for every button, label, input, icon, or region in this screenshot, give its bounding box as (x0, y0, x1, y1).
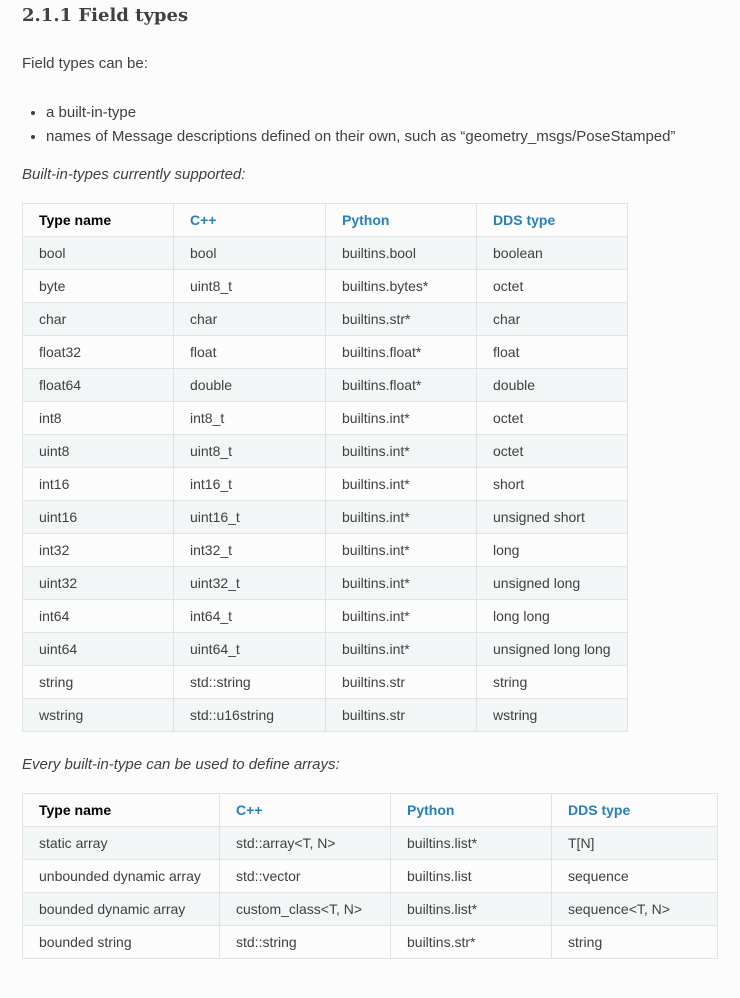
cell-cpp: std::array<T, N> (220, 827, 391, 860)
cell-python: builtins.str (326, 699, 477, 732)
header-cpp-link[interactable]: C++ (174, 204, 326, 237)
cell-dds-type: T[N] (552, 827, 718, 860)
cell-dds-type: long (477, 534, 628, 567)
list-item: • a built-in-type (46, 101, 718, 125)
cell-python: builtins.int* (326, 600, 477, 633)
table-row (23, 699, 628, 732)
cell-type-name: wstring (23, 699, 174, 732)
table-row (23, 303, 628, 336)
table-header-row (23, 204, 628, 237)
cell-type-name: bounded dynamic array (23, 893, 220, 926)
builtin-caption: Built-in-types currently supported: (22, 166, 246, 183)
cell-dds-type: string (477, 666, 628, 699)
cell-type-name: uint8 (23, 435, 174, 468)
cell-cpp: float (174, 336, 326, 369)
header-dds-type-link[interactable]: DDS type (477, 204, 628, 237)
header-python-link[interactable]: Python (391, 794, 552, 827)
cell-dds-type: sequence<T, N> (552, 893, 718, 926)
table-row (23, 237, 628, 270)
cell-type-name: int32 (23, 534, 174, 567)
table-row (23, 633, 628, 666)
cell-dds-type: double (477, 369, 628, 402)
table-row (23, 501, 628, 534)
cell-dds-type: short (477, 468, 628, 501)
header-type-name: Type name (23, 204, 174, 237)
cell-type-name: string (23, 666, 174, 699)
cell-python: builtins.bytes* (326, 270, 477, 303)
cell-python: builtins.float* (326, 369, 477, 402)
cell-python: builtins.list (391, 860, 552, 893)
list-item: • names of Message descriptions defined on their own, such as “geometry_msgs/PoseStamped” (46, 125, 718, 149)
section-heading: 2.1.1 Field types (22, 5, 189, 26)
cell-dds-type: unsigned long (477, 567, 628, 600)
table-header-row (23, 794, 718, 827)
cell-python: builtins.str* (326, 303, 477, 336)
cell-dds-type: sequence (552, 860, 718, 893)
cell-python: builtins.int* (326, 534, 477, 567)
cell-type-name: int16 (23, 468, 174, 501)
cell-python: builtins.int* (326, 567, 477, 600)
table-row (23, 926, 718, 959)
cell-type-name: uint16 (23, 501, 174, 534)
cell-python: builtins.int* (326, 402, 477, 435)
cell-dds-type: wstring (477, 699, 628, 732)
cell-cpp: custom_class<T, N> (220, 893, 391, 926)
cell-python: builtins.str (326, 666, 477, 699)
cell-cpp: uint8_t (174, 270, 326, 303)
cell-dds-type: string (552, 926, 718, 959)
array-caption: Every built-in-type can be used to define arrays: (22, 756, 340, 773)
cell-dds-type: octet (477, 402, 628, 435)
cell-type-name: bool (23, 237, 174, 270)
cell-dds-type: char (477, 303, 628, 336)
cell-cpp: double (174, 369, 326, 402)
cell-cpp: uint16_t (174, 501, 326, 534)
array-types-table (22, 793, 718, 959)
cell-python: builtins.int* (326, 435, 477, 468)
cell-python: builtins.int* (326, 633, 477, 666)
cell-python: builtins.float* (326, 336, 477, 369)
cell-cpp: int8_t (174, 402, 326, 435)
cell-type-name: int8 (23, 402, 174, 435)
header-cpp-link[interactable]: C++ (220, 794, 391, 827)
table-row (23, 567, 628, 600)
cell-python: builtins.bool (326, 237, 477, 270)
cell-cpp: std::string (220, 926, 391, 959)
cell-dds-type: octet (477, 270, 628, 303)
cell-type-name: bounded string (23, 926, 220, 959)
table-row (23, 402, 628, 435)
table-row (23, 336, 628, 369)
cell-dds-type: unsigned long long (477, 633, 628, 666)
cell-type-name: byte (23, 270, 174, 303)
table-row (23, 666, 628, 699)
cell-type-name: float32 (23, 336, 174, 369)
cell-type-name: uint32 (23, 567, 174, 600)
builtin-types-table (22, 203, 628, 732)
cell-cpp: char (174, 303, 326, 336)
cell-type-name: static array (23, 827, 220, 860)
cell-type-name: uint64 (23, 633, 174, 666)
table-row (23, 600, 628, 633)
header-python-link[interactable]: Python (326, 204, 477, 237)
cell-cpp: uint8_t (174, 435, 326, 468)
cell-dds-type: float (477, 336, 628, 369)
cell-cpp: int16_t (174, 468, 326, 501)
cell-python: builtins.list* (391, 893, 552, 926)
table-row (23, 534, 628, 567)
cell-python: builtins.list* (391, 827, 552, 860)
cell-cpp: int64_t (174, 600, 326, 633)
cell-python: builtins.int* (326, 468, 477, 501)
cell-dds-type: long long (477, 600, 628, 633)
cell-type-name: char (23, 303, 174, 336)
table-row (23, 435, 628, 468)
cell-cpp: std::vector (220, 860, 391, 893)
cell-python: builtins.int* (326, 501, 477, 534)
cell-type-name: float64 (23, 369, 174, 402)
table-row (23, 270, 628, 303)
cell-cpp: std::string (174, 666, 326, 699)
cell-cpp: bool (174, 237, 326, 270)
cell-cpp: std::u16string (174, 699, 326, 732)
intro-text: Field types can be: (22, 55, 148, 72)
table-row (23, 369, 628, 402)
cell-type-name: int64 (23, 600, 174, 633)
cell-dds-type: octet (477, 435, 628, 468)
cell-dds-type: boolean (477, 237, 628, 270)
table-row (23, 893, 718, 926)
cell-dds-type: unsigned short (477, 501, 628, 534)
field-type-list (22, 101, 718, 149)
cell-python: builtins.str* (391, 926, 552, 959)
table-row (23, 860, 718, 893)
cell-cpp: int32_t (174, 534, 326, 567)
table-row (23, 468, 628, 501)
header-type-name: Type name (23, 794, 220, 827)
header-dds-type-link[interactable]: DDS type (552, 794, 718, 827)
table-row (23, 827, 718, 860)
cell-cpp: uint64_t (174, 633, 326, 666)
cell-cpp: uint32_t (174, 567, 326, 600)
cell-type-name: unbounded dynamic array (23, 860, 220, 893)
